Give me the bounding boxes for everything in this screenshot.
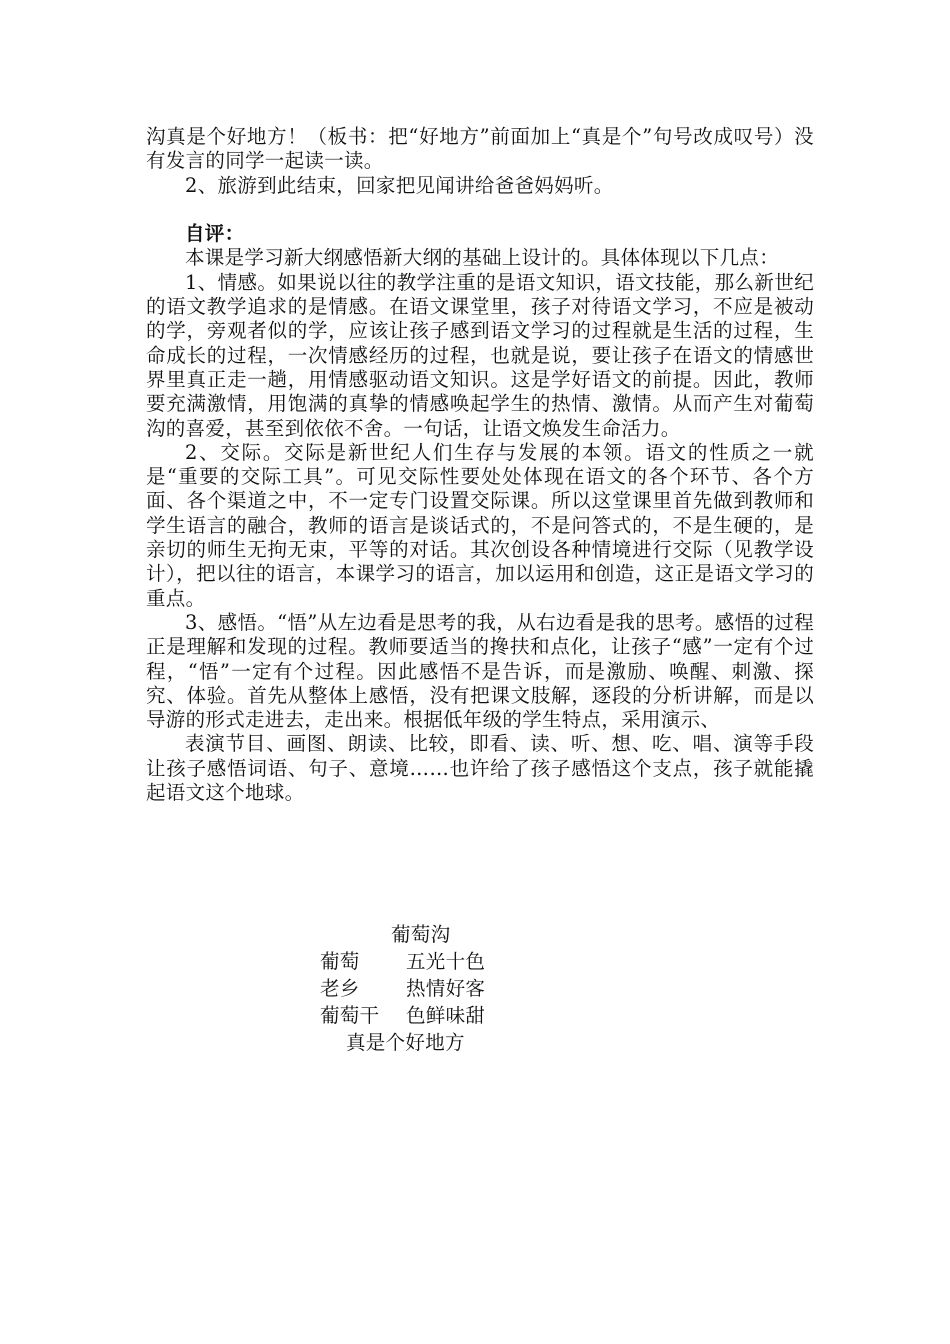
- paragraph-intro: 本课是学习新大纲感悟新大纲的基础上设计的。具体体现以下几点：: [185, 246, 780, 270]
- opening-line-2: 2、旅游到此结束，回家把见闻讲给爸爸妈妈听。: [185, 173, 614, 197]
- board-row: [320, 1002, 485, 1029]
- self-evaluation-heading: 自评：: [185, 222, 245, 246]
- board-row-left: 老乡: [320, 977, 360, 1000]
- board-row-right: 五光十色: [406, 950, 486, 973]
- board-title: 葡萄沟: [391, 923, 451, 946]
- board-row-right: 色鲜味甜: [406, 1004, 486, 1027]
- board-row: [320, 948, 485, 975]
- board-row-left: 葡萄: [320, 950, 360, 973]
- document-body: [146, 125, 814, 805]
- board-row-right: 热情好客: [406, 977, 486, 1000]
- board-row: [320, 975, 485, 1002]
- opening-line-1: 沟真是个好地方！（板书：把“好地方”前面加上“真是个”句号改成叹号）没有发言的同学一起读一读。: [146, 125, 814, 173]
- paragraph-communication: 2、交际。交际是新世纪人们生存与发展的本领。语文的性质之一就是“重要的交际工具”。可见交际性要处处体现在语文的各个环节、各个方面、各个渠道之中，不一定专门设置交际课。所以这堂课里首先做到教师和学生语言的融合，教师的语言是谈话式的，不是问答式的，不是生硬的，是亲切的师生无拘无束，平等的对话。其次创设各种情境进行交际（见教学设计），把以往的语言，本课学习的语言，加以运用和创造，这正是语文学习的重点。: [146, 440, 814, 610]
- board-conclusion: 真是个好地方: [346, 1031, 465, 1054]
- paragraph-emotion: 1、情感。如果说以往的教学注重的是语文知识，语文技能，那么新世纪的语文教学追求的是情感。在语文课堂里，孩子对待语文学习，不应是被动的学，旁观者似的学，应该让孩子感到语文学习的过程就是生活的过程，生命成长的过程，一次情感经历的过程，也就是说，要让孩子在语文的情感世界里真正走一趟，用情感驱动语文知识。这是学好语文的前提。因此，教师要充满激情，用饱满的真挚的情感唤起学生的热情、激情。从而产生对葡萄沟的喜爱，甚至到依依不舍。一句话，让语文焕发生命活力。: [146, 270, 814, 440]
- board-row-left: 葡萄干: [320, 1004, 380, 1027]
- blank-line: [146, 198, 814, 222]
- paragraph-insight: 3、感悟。“悟”从左边看是思考的我，从右边看是我的思考。感悟的过程正是理解和发现的过程。教师要适当的搀扶和点化，让孩子“感”一定有个过程，“悟”一定有个过程。因此感悟不是告诉，而是激励、唤醒、刺激、探究、体验。首先从整体上感悟，没有把课文肢解，逐段的分析讲解，而是以导游的形式走进去，走出来。根据低年级的学生特点，采用演示、: [146, 610, 814, 732]
- paragraph-methods: 表演节目、画图、朗读、比较，即看、读、听、想、吃、唱、演等手段让孩子感悟词语、句子、意境……也许给了孩子感悟这个支点，孩子就能撬起语文这个地球。: [146, 732, 814, 805]
